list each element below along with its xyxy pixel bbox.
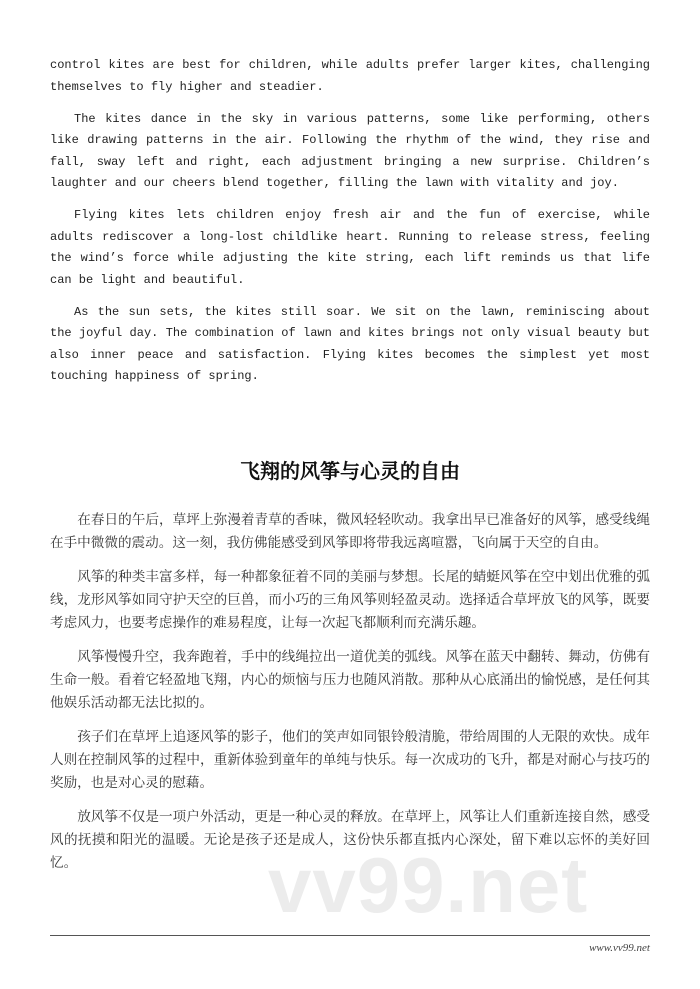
english-text: [50, 55, 650, 398]
paragraph: 风筝慢慢升空，我奔跑着，手中的线绳拉出一道优美的弧线。风筝在蓝天中翻转、舞动，仿佛有生命一般。看着它轻盈地飞翔，内心的烦恼与压力也随风消散。那种从心底涌出的愉悦感，是任何其他娱乐活动都无法比拟的。: [50, 649, 650, 711]
paragraph: Flying kites lets children enjoy fresh air and the fun of exercise, while adults rediscover a long-lost childlike heart. Running to release stress, feeling the wind’s force while adjusting the kite string, each lift reminds us that life can be light and beautiful.: [50, 208, 650, 287]
paragraph: 风筝的种类丰富多样，每一种都象征着不同的美丽与梦想。长尾的蜻蜓风筝在空中划出优雅的弧线，龙形风筝如同守护天空的巨兽，而小巧的三角风筝则轻盈灵动。选择适合草坪放飞的风筝，既要考虑风力，也要考虑操作的难易程度，让每一次起飞都顺利而充满乐趣。: [50, 569, 650, 631]
footer-divider: [50, 935, 650, 936]
paragraph: control kites are best for children, while adults prefer larger kites, challenging themselves to fly higher and steadier.: [50, 58, 650, 94]
paragraph: 在春日的午后，草坪上弥漫着青草的香味，微风轻轻吹动。我拿出早已准备好的风筝，感受线绳在手中微微的震动。这一刻，我仿佛能感受到风筝即将带我远离喧嚣，飞向属于天空的自由。: [50, 512, 650, 551]
watermark: vv99.net: [268, 841, 589, 929]
paragraph: 孩子们在草坪上追逐风筝的影子，他们的笑声如同银铃般清脆，带给周围的人无限的欢快。成年人则在控制风筝的过程中，重新体验到童年的单纯与快乐。每一次成功的飞升，都是对耐心与技巧的奖励，也是对心灵的慰藉。: [50, 729, 650, 791]
paragraph: As the sun sets, the kites still soar. We sit on the lawn, reminiscing about the joyful day. The combination of lawn and kites brings not only visual beauty but also inner peace and satisfaction. Flying kites becomes the simplest yet most touching happiness of spring.: [50, 304, 650, 383]
chinese-text: [50, 509, 650, 886]
footer-url: www.vv99.net: [589, 942, 650, 954]
paragraph: The kites dance in the sky in various patterns, some like performing, others like drawing patterns in the air. Following the rhythm of the wind, they rise and fall, sway left and right, each adjustment bringing a new surprise. Children’s laughter and our cheers blend together, filling the lawn with vitality and joy.: [50, 111, 650, 190]
paragraph: 放风筝不仅是一项户外活动，更是一种心灵的释放。在草坪上，风筝让人们重新连接自然，感受风的抚摸和阳光的温暖。无论是孩子还是成人，这份快乐都直抵内心深处，留下难以忘怀的美好回忆。: [50, 809, 650, 871]
section-title: 飞翔的风筝与心灵的自由: [240, 459, 460, 483]
